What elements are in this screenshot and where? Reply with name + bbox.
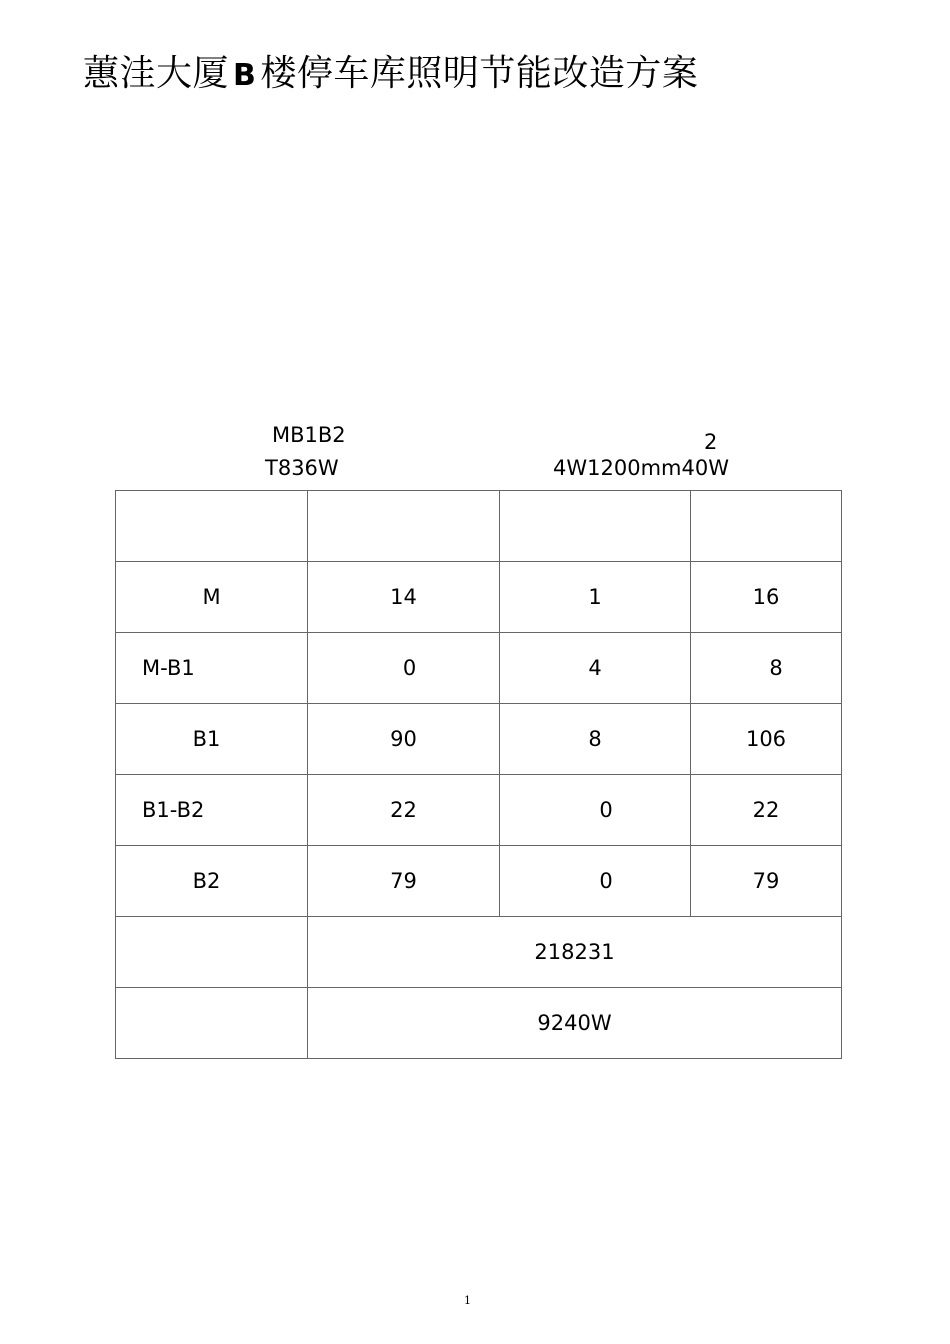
- table-cell: 0: [500, 846, 691, 917]
- header-cell: [691, 491, 842, 562]
- table-cell: 1: [500, 562, 691, 633]
- table-cell: 22: [691, 775, 842, 846]
- table-total-row: [116, 917, 842, 988]
- table-row: [116, 846, 842, 917]
- row-label: M-B1: [116, 633, 308, 704]
- page-title: [83, 50, 698, 100]
- header-left-line1: MB1B2: [272, 423, 346, 447]
- table-cell: 0: [500, 775, 691, 846]
- row-label: B1: [116, 704, 308, 775]
- table-cell: 22: [308, 775, 500, 846]
- table-cell: 0: [308, 633, 500, 704]
- row-label: B1-B2: [116, 775, 308, 846]
- table-cell: 79: [691, 846, 842, 917]
- table-row: [116, 633, 842, 704]
- title-suffix: 楼停车库照明节能改造方案: [260, 53, 699, 94]
- table-row: [116, 775, 842, 846]
- total-value: 218231: [308, 917, 842, 988]
- table-cell: 79: [308, 846, 500, 917]
- table-cell: 4: [500, 633, 691, 704]
- lighting-table: [115, 490, 842, 1059]
- table-cell: 106: [691, 704, 842, 775]
- title-prefix: 蕙洼大厦: [83, 53, 230, 94]
- table-total-row: [116, 988, 842, 1059]
- table-cell: 16: [691, 562, 842, 633]
- header-cell: [500, 491, 691, 562]
- header-right-line2: 4W1200mm40W: [553, 456, 729, 480]
- header-cell: [116, 491, 308, 562]
- title-bold-letter: B: [233, 58, 257, 93]
- total-value: 9240W: [308, 988, 842, 1059]
- header-left-line2: T836W: [265, 456, 339, 480]
- page-number: 1: [464, 1294, 471, 1307]
- row-label: [116, 988, 308, 1059]
- table-row: [116, 562, 842, 633]
- table-cell: 90: [308, 704, 500, 775]
- header-right-line1: 2: [704, 430, 718, 454]
- row-label: [116, 917, 308, 988]
- table-row: [116, 704, 842, 775]
- table-cell: 8: [691, 633, 842, 704]
- table-cell: 8: [500, 704, 691, 775]
- table-cell: 14: [308, 562, 500, 633]
- row-label: B2: [116, 846, 308, 917]
- row-label: M: [116, 562, 308, 633]
- table-header-row: [116, 491, 842, 562]
- header-cell: [308, 491, 500, 562]
